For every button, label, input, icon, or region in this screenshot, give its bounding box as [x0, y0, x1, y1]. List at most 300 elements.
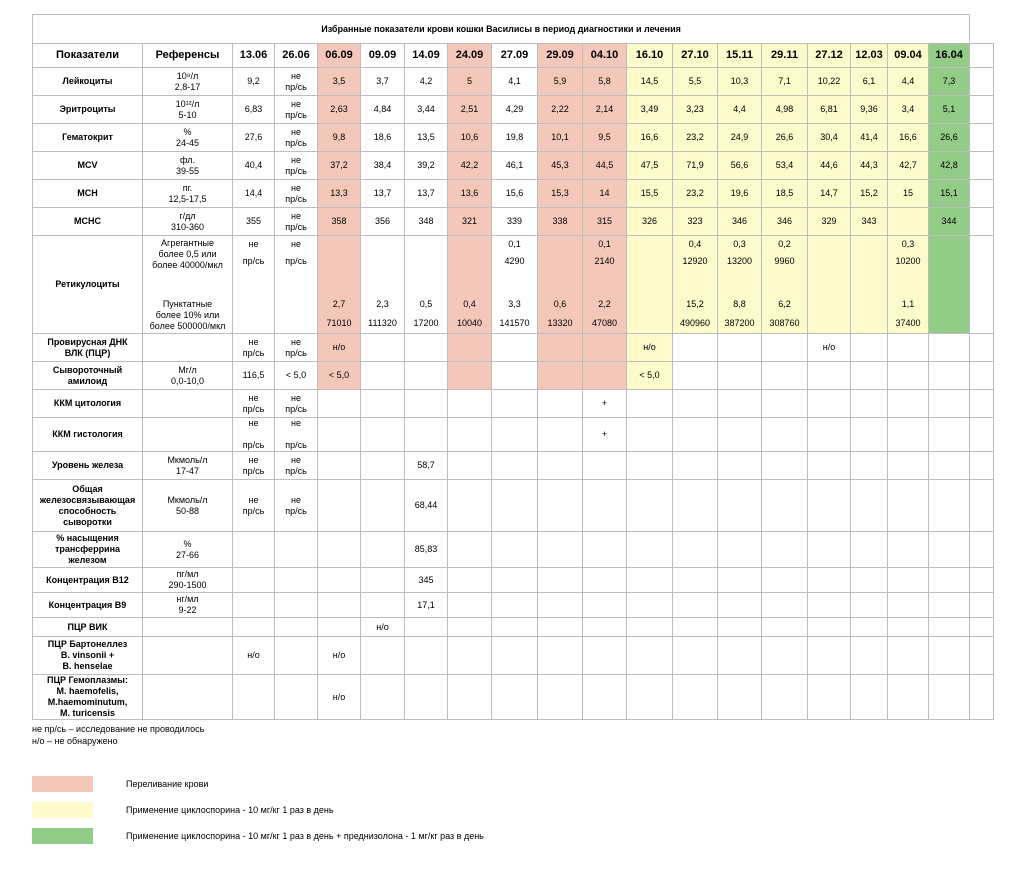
value-cell [718, 334, 762, 362]
empty-cell [970, 480, 994, 532]
reticulocyte-punct-abs: 37400 [895, 318, 921, 328]
value-cell [673, 390, 718, 418]
value-cell [583, 532, 627, 568]
value-cell [233, 568, 275, 593]
value-cell: 5,1 [929, 96, 970, 124]
value-cell [851, 593, 888, 618]
value-cell: 10,3 [718, 68, 762, 96]
value-cell [808, 618, 851, 637]
value-cell [888, 208, 929, 236]
value-cell [405, 390, 448, 418]
value-cell: 3,44 [405, 96, 448, 124]
value-cell [762, 568, 808, 593]
header-date: 26.06 [275, 44, 318, 68]
reticulocyte-agg-pct: не [248, 239, 259, 249]
reticulocyte-cell-box [853, 236, 885, 333]
value-cell: 19,8 [492, 124, 538, 152]
reticulocyte-cell-box [720, 236, 759, 333]
value-cell [888, 480, 929, 532]
indicator-name: ПЦР ВИК [33, 618, 143, 637]
value-cell [448, 675, 492, 720]
value-cell [448, 362, 492, 390]
footnote-not-done: не пр/сь – исследование не проводилось [32, 724, 205, 734]
value-cell [929, 452, 970, 480]
value-cell: 6,81 [808, 96, 851, 124]
value-cell [275, 568, 318, 593]
empty-cell [970, 418, 994, 452]
value-cell [583, 568, 627, 593]
reticulocyte-punct-pct: 2,7 [332, 299, 346, 309]
value-cell [361, 480, 405, 532]
value-cell [583, 362, 627, 390]
reference-value: г/дл 310-360 [143, 208, 233, 236]
value-cell: 15,2 [851, 180, 888, 208]
indicator-name: % насыщения трансферрина железом [33, 532, 143, 568]
value-cell [448, 568, 492, 593]
value-cell: 27,6 [233, 124, 275, 152]
reticulocyte-agg-pct: 0,1 [598, 239, 611, 249]
value-cell [808, 418, 851, 452]
value-cell: 358 [318, 208, 361, 236]
reference-value: Мкмоль/л 17-47 [143, 452, 233, 480]
value-cell: не пр/сь [275, 152, 318, 180]
value-cell [888, 452, 929, 480]
value-cell [318, 480, 361, 532]
value-cell [851, 675, 888, 720]
value-cell [762, 362, 808, 390]
reticulocyte-punct-pct: 0,4 [463, 299, 476, 309]
value-cell: 5,8 [583, 68, 627, 96]
reticulocyte-agg-abs: 12920 [682, 256, 708, 266]
reticulocyte-cell-box [890, 236, 926, 333]
value-cell [233, 532, 275, 568]
value-cell [851, 637, 888, 675]
value-cell [492, 568, 538, 593]
indicator-name: MCH [33, 180, 143, 208]
reticulocyte-cell-box [540, 236, 580, 333]
value-cell [929, 675, 970, 720]
value-cell: 58,7 [405, 452, 448, 480]
value-cell [361, 362, 405, 390]
indicator-name: ПЦР Бартонеллез B. vinsonii + B. henselae [33, 637, 143, 675]
value-cell: 6,83 [233, 96, 275, 124]
indicator-name: MCHC [33, 208, 143, 236]
value-cell: 5,5 [673, 68, 718, 96]
reference-value: % 27-66 [143, 532, 233, 568]
value-cell: 10,1 [538, 124, 583, 152]
reference-value [143, 637, 233, 675]
value-cell: 14,7 [808, 180, 851, 208]
value-cell [888, 637, 929, 675]
value-cell: н/о [808, 334, 851, 362]
value-cell [405, 334, 448, 362]
blood-results-table [32, 14, 994, 720]
reticulocyte-cell-box [407, 236, 445, 333]
value-cell [718, 593, 762, 618]
value-cell [492, 390, 538, 418]
value-cell: 14 [583, 180, 627, 208]
value-cell: 37,2 [318, 152, 361, 180]
value-cell: 56,6 [718, 152, 762, 180]
value-cell [762, 675, 808, 720]
value-cell [718, 532, 762, 568]
empty-cell [970, 618, 994, 637]
value-cell: не пр/сь [233, 452, 275, 480]
value-cell [888, 675, 929, 720]
reticulocyte-agg-pct: не [291, 239, 301, 249]
value-cell [318, 593, 361, 618]
value-cell: 4,2 [405, 68, 448, 96]
value-cell [851, 618, 888, 637]
value-cell: + [583, 418, 627, 452]
value-cell: 39,2 [405, 152, 448, 180]
table-row [33, 532, 994, 568]
empty-cell [970, 452, 994, 480]
value-cell: 16,6 [888, 124, 929, 152]
value-cell [538, 452, 583, 480]
value-cell: не пр/сь [275, 96, 318, 124]
empty-cell [970, 334, 994, 362]
value-cell [361, 390, 405, 418]
value-cell [718, 418, 762, 452]
value-cell: < 5,0 [318, 362, 361, 390]
value-cell: не пр/сь [233, 390, 275, 418]
value-cell [762, 418, 808, 452]
reticulocyte-cell [448, 236, 492, 334]
reticulocyte-cell-box [450, 236, 489, 333]
indicator-name: ККМ цитология [33, 390, 143, 418]
value-cell: 13,7 [361, 180, 405, 208]
value-cell: 71,9 [673, 152, 718, 180]
legend-swatch-cyclosporine-prednisolone [32, 828, 93, 844]
legend-label-cyclosporine: Применение циклоспорина - 10 мг/кг 1 раз в день [126, 805, 334, 815]
legend-swatch-cyclosporine [32, 802, 93, 818]
value-cell: 326 [627, 208, 673, 236]
value-cell [673, 637, 718, 675]
value-cell [718, 362, 762, 390]
value-cell [448, 637, 492, 675]
value-cell: 2,14 [583, 96, 627, 124]
value-cell [538, 334, 583, 362]
value-cell [275, 637, 318, 675]
header-date: 24.09 [448, 44, 492, 68]
value-cell: 346 [718, 208, 762, 236]
reticulocyte-agg-abs: 2140 [594, 256, 615, 266]
value-cell [361, 452, 405, 480]
value-cell: 315 [583, 208, 627, 236]
reticulocyte-cell [808, 236, 851, 334]
header-date: 12.03 [851, 44, 888, 68]
reticulocyte-punct-abs: 387200 [724, 318, 755, 328]
value-cell: 44,5 [583, 152, 627, 180]
empty-cell [970, 362, 994, 390]
value-cell [929, 532, 970, 568]
value-cell: 15,5 [627, 180, 673, 208]
empty-cell [970, 68, 994, 96]
value-cell [448, 593, 492, 618]
empty-cell [970, 675, 994, 720]
reference-value [143, 618, 233, 637]
value-cell [233, 675, 275, 720]
value-cell [627, 532, 673, 568]
reticulocyte-punct-abs: 71010 [326, 318, 352, 328]
value-cell [583, 480, 627, 532]
value-cell: 3,7 [361, 68, 405, 96]
empty-cell [970, 236, 994, 334]
indicator-name: Эритроциты [33, 96, 143, 124]
value-cell [673, 334, 718, 362]
value-cell [888, 618, 929, 637]
value-cell: 15,3 [538, 180, 583, 208]
reference-value: 10⁹/л 2,8-17 [143, 68, 233, 96]
value-cell [929, 618, 970, 637]
header-date: 06.09 [318, 44, 361, 68]
value-cell: 15,1 [929, 180, 970, 208]
legend-label-cyclosporine-prednisolone: Применение циклоспорина - 10 мг/кг 1 раз в день + преднизолона - 1 мг/кг раз в день [126, 831, 484, 841]
value-cell [627, 675, 673, 720]
value-cell: 7,1 [762, 68, 808, 96]
value-cell: не пр/сь [275, 418, 318, 452]
value-cell: 5 [448, 68, 492, 96]
legend-item-cyclosporine [32, 802, 334, 818]
footnotes [32, 723, 204, 747]
value-cell [929, 593, 970, 618]
value-cell [762, 334, 808, 362]
value-cell: 15,6 [492, 180, 538, 208]
reticulocyte-punct-abs: 17200 [413, 318, 439, 328]
value-cell: не пр/сь [275, 390, 318, 418]
value-cell: 10,6 [448, 124, 492, 152]
value-cell [627, 452, 673, 480]
reticulocytes-row [33, 236, 994, 334]
value-cell [929, 568, 970, 593]
value-cell [808, 362, 851, 390]
value-cell [888, 593, 929, 618]
reticulocyte-punct-pct: 8,8 [733, 299, 746, 309]
value-cell [492, 362, 538, 390]
value-cell: 38,4 [361, 152, 405, 180]
value-cell: 18,5 [762, 180, 808, 208]
value-cell [808, 390, 851, 418]
indicator-name: Лейкоциты [33, 68, 143, 96]
value-cell [448, 480, 492, 532]
value-cell [538, 618, 583, 637]
header-date: 27.12 [808, 44, 851, 68]
value-cell [762, 390, 808, 418]
value-cell [627, 390, 673, 418]
table-row [33, 152, 994, 180]
value-cell [448, 334, 492, 362]
value-cell [718, 637, 762, 675]
value-cell [361, 568, 405, 593]
value-cell: 26,6 [762, 124, 808, 152]
value-cell: не пр/сь [233, 480, 275, 532]
table-row [33, 68, 994, 96]
value-cell [673, 568, 718, 593]
indicator-name: Гематокрит [33, 124, 143, 152]
value-cell [275, 532, 318, 568]
reticulocyte-punct-pct: 0,5 [419, 299, 433, 309]
value-cell [538, 568, 583, 593]
value-cell: 3,49 [627, 96, 673, 124]
value-cell [318, 452, 361, 480]
value-cell: < 5,0 [627, 362, 673, 390]
value-cell [318, 390, 361, 418]
value-cell [361, 418, 405, 452]
value-cell: 3,4 [888, 96, 929, 124]
reticulocyte-references [143, 236, 233, 334]
header-date: 29.11 [762, 44, 808, 68]
value-cell [583, 452, 627, 480]
reticulocyte-cell-box [629, 236, 670, 333]
aggregate-reference: Агрегантные более 0,5 или более 40000/мкл [152, 238, 223, 270]
reticulocyte-agg-abs: 9960 [774, 256, 795, 266]
punctate-reference: Пунктатные более 10% или более 500000/мкл [149, 299, 226, 331]
reticulocyte-punct-pct: 0,6 [553, 299, 567, 309]
value-cell [275, 593, 318, 618]
value-cell: не пр/сь [275, 334, 318, 362]
reference-value: пг. 12,5-17,5 [143, 180, 233, 208]
legend-swatch-transfusion [32, 776, 93, 792]
empty-cell [970, 568, 994, 593]
value-cell: 9,8 [318, 124, 361, 152]
header-date: 15.11 [718, 44, 762, 68]
value-cell [929, 418, 970, 452]
indicator-name: ПЦР Гемоплазмы: M. haemofelis, M.haemominutum, M. turicensis [33, 675, 143, 720]
value-cell: 24,9 [718, 124, 762, 152]
results-table-wrapper [32, 14, 994, 720]
value-cell: 47,5 [627, 152, 673, 180]
value-cell: 348 [405, 208, 448, 236]
value-cell: 2,51 [448, 96, 492, 124]
reticulocyte-cell-box [235, 236, 272, 333]
legend-item-transfusion [32, 776, 208, 792]
value-cell [762, 618, 808, 637]
value-cell [762, 532, 808, 568]
value-cell [808, 452, 851, 480]
indicator-name: ККМ гистология [33, 418, 143, 452]
footnote-not-detected: н/о – не обнаружено [32, 736, 118, 746]
value-cell [492, 675, 538, 720]
value-cell [361, 637, 405, 675]
value-cell [318, 618, 361, 637]
value-cell [538, 637, 583, 675]
value-cell: 346 [762, 208, 808, 236]
value-cell [405, 637, 448, 675]
reference-value: нг/мл 9-22 [143, 593, 233, 618]
value-cell: 46,1 [492, 152, 538, 180]
indicator-name: Концентрация B12 [33, 568, 143, 593]
value-cell: + [583, 390, 627, 418]
value-cell: 14,5 [627, 68, 673, 96]
empty-cell [970, 152, 994, 180]
value-cell: 23,2 [673, 124, 718, 152]
value-cell [275, 618, 318, 637]
value-cell [888, 418, 929, 452]
value-cell: не пр/сь [275, 480, 318, 532]
value-cell [538, 593, 583, 618]
value-cell: 17,1 [405, 593, 448, 618]
value-cell [888, 568, 929, 593]
value-cell: 2,63 [318, 96, 361, 124]
value-cell [583, 334, 627, 362]
reticulocyte-cell [888, 236, 929, 334]
value-cell: 18,6 [361, 124, 405, 152]
reticulocyte-cell-box [931, 236, 967, 333]
value-cell [808, 480, 851, 532]
table-row [33, 593, 994, 618]
table-row [33, 618, 994, 637]
table-row [33, 675, 994, 720]
header-date: 14.09 [405, 44, 448, 68]
value-cell: 13,5 [405, 124, 448, 152]
value-cell: 16,6 [627, 124, 673, 152]
value-cell [361, 675, 405, 720]
reticulocyte-cell-box [494, 236, 535, 333]
empty-cell [970, 593, 994, 618]
table-row [33, 208, 994, 236]
value-cell [492, 480, 538, 532]
value-cell: 5,9 [538, 68, 583, 96]
reticulocyte-punct-abs: 490960 [679, 318, 711, 328]
reticulocyte-agg-pct: 0,3 [733, 239, 746, 249]
value-cell: 13,6 [448, 180, 492, 208]
value-cell [929, 390, 970, 418]
value-cell [448, 418, 492, 452]
empty-cell [970, 390, 994, 418]
value-cell: 338 [538, 208, 583, 236]
empty-cell [970, 208, 994, 236]
value-cell: 15 [888, 180, 929, 208]
value-cell [538, 418, 583, 452]
header-date: 04.10 [583, 44, 627, 68]
value-cell [405, 418, 448, 452]
value-cell: не пр/сь [275, 180, 318, 208]
value-cell [718, 568, 762, 593]
value-cell: 4,1 [492, 68, 538, 96]
value-cell: 343 [851, 208, 888, 236]
value-cell [718, 675, 762, 720]
reference-value: Мкмоль/л 50-88 [143, 480, 233, 532]
value-cell [583, 675, 627, 720]
value-cell [851, 480, 888, 532]
value-cell [851, 418, 888, 452]
reticulocyte-cell-box [675, 236, 715, 333]
reticulocyte-cell [275, 236, 318, 334]
reticulocyte-agg-abs: 10200 [895, 256, 921, 266]
value-cell [851, 362, 888, 390]
value-cell: 42,7 [888, 152, 929, 180]
value-cell: 26,6 [929, 124, 970, 152]
value-cell: 7,3 [929, 68, 970, 96]
value-cell: < 5,0 [275, 362, 318, 390]
indicator-name: Уровень железа [33, 452, 143, 480]
reticulocyte-agg-abs: 4290 [504, 256, 525, 266]
header-date: 09.09 [361, 44, 405, 68]
header-date: 09.04 [888, 44, 929, 68]
empty-cell [970, 532, 994, 568]
value-cell: 4,4 [718, 96, 762, 124]
value-cell: 321 [448, 208, 492, 236]
value-cell: 23,2 [673, 180, 718, 208]
reticulocyte-punct-abs: 111320 [368, 318, 397, 328]
reticulocyte-cell [762, 236, 808, 334]
value-cell [627, 637, 673, 675]
value-cell: 44,3 [851, 152, 888, 180]
reticulocyte-punct-abs: 10040 [456, 318, 483, 328]
value-cell [808, 568, 851, 593]
reticulocyte-cell [318, 236, 361, 334]
